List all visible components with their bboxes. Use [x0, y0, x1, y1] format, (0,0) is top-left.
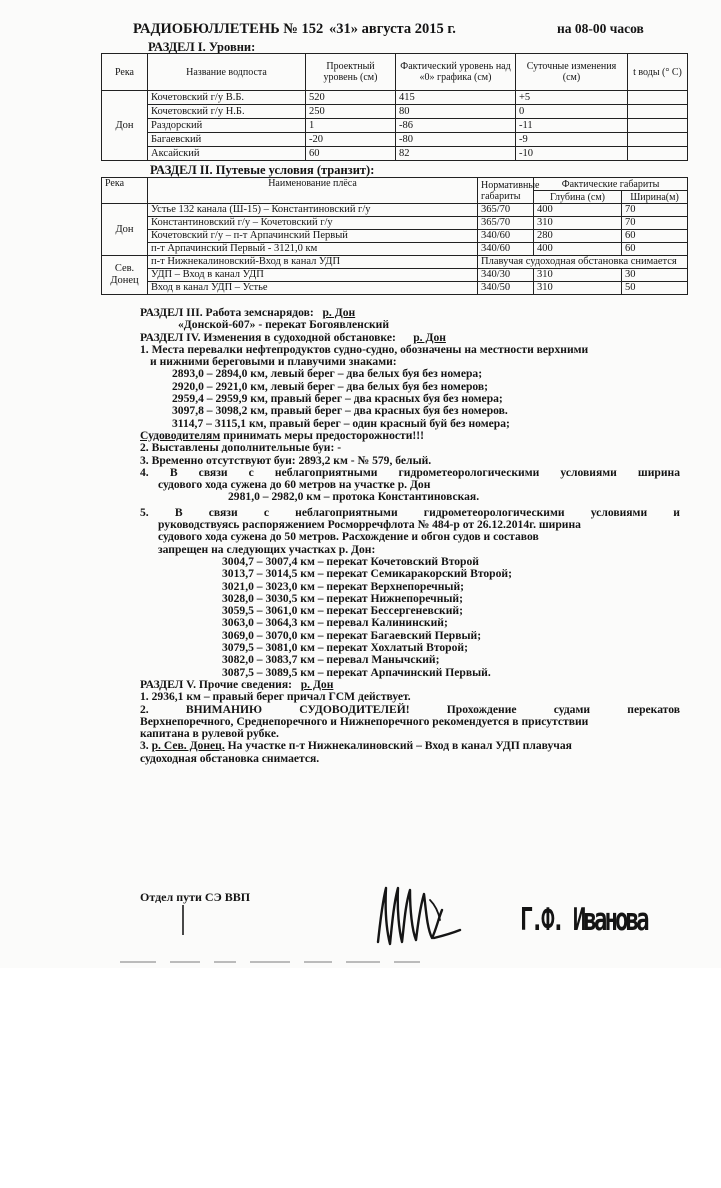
list-item: 3087,5 – 3089,5 км – перекат Арпачинский Первый. [222, 665, 491, 679]
section4-title: РАЗДЕЛ IV. Изменения в судоходной обстановке: [140, 330, 396, 344]
narrowing-50-line-3: судового хода сужена до 50 метров. Расхождение и обгон судов и составов [158, 530, 539, 544]
missing-buoys-line: 3. Временно отсутствуют буи: 2893,2 км - № 579, белый. [140, 453, 432, 467]
list-item: 3114,7 – 3115,1 км, правый берег – один красный буй без номера; [172, 416, 510, 430]
water-temp [628, 91, 688, 105]
norm-dims: 340/50 [478, 282, 534, 295]
post-name: Багаевский [148, 133, 306, 147]
actual-level: 80 [396, 105, 516, 119]
narrowing-50-line-2: руководствуясь распоряжением Росморречфлота № 484-р от 26.12.2014г. ширина [158, 518, 581, 532]
list-item: 3059,5 – 3061,0 км – перекат Бессергеневский; [222, 604, 463, 618]
narrowing-60-reach: 2981,0 – 2982,0 км – протока Константиновская. [228, 490, 480, 504]
transfer-places-intro: 1. Места перевалки нефтепродуктов судно-судно, обозначены на местности верхними [140, 342, 589, 356]
transfer-places-intro-cont: и нижними береговыми и плавучими знаками: [150, 355, 397, 369]
section3-river: р. Дон [322, 306, 356, 319]
reach-name: Константиновский г/у – Кочетовский г/у [148, 217, 478, 230]
donets-text: На участке п-т Нижнекалиновский – Вход в канал УДП плавучая [227, 739, 572, 753]
table-row [102, 119, 688, 133]
depth-value: 310 [534, 282, 622, 295]
width-value: 60 [622, 243, 688, 256]
transit-col-depth: Глубина (см) [534, 191, 622, 204]
post-name: Раздорский [148, 119, 306, 133]
caution-rest: принимать меры предосторожности!!! [223, 428, 424, 442]
list-item: 3079,5 – 3081,0 км – перекат Хохлатый Второй; [222, 641, 468, 655]
width-value: 70 [622, 204, 688, 217]
levels-col-actual: Фактический уровень над «0» графика (см) [396, 54, 516, 91]
table-row [102, 133, 688, 147]
daily-change: -11 [516, 119, 628, 133]
water-temp [628, 147, 688, 161]
depth-value: 400 [534, 243, 622, 256]
list-item: 3004,7 – 3007,4 км – перекат Кочетовский Второй [222, 554, 479, 568]
daily-change: -10 [516, 147, 628, 161]
width-value: 50 [622, 282, 688, 295]
levels-table [101, 53, 688, 161]
transit-river-donets: Сев. Донец [102, 256, 148, 295]
list-item: 3097,8 – 3098,2 км, правый берег – два красных буя без номеров. [172, 404, 508, 418]
post-name: Аксайский [148, 147, 306, 161]
transit-col-reach: Наименование плёса [148, 178, 478, 204]
table-row [102, 269, 688, 282]
levels-col-temp: t воды (° С) [628, 54, 688, 91]
norm-dims: 365/70 [478, 204, 534, 217]
table-row [102, 282, 688, 295]
department-name: Отдел пути СЭ ВВП [140, 890, 251, 904]
transit-col-width: Ширина(м) [622, 191, 688, 204]
water-temp [628, 119, 688, 133]
floating-signs-note: Плавучая судоходная обстановка снимается [478, 256, 688, 269]
bulletin-title: РАДИОБЮЛЛЕТЕНЬ № 152 [133, 21, 324, 37]
reach-name: Вход в канал УДП – Устье [148, 282, 478, 295]
page-bottom-divider [120, 961, 660, 967]
transit-col-river: Река [102, 178, 148, 204]
depth-value: 310 [534, 269, 622, 282]
list-item: 3021,0 – 3023,0 км – перекат Верхнепоречный; [222, 579, 464, 593]
transit-table [101, 177, 688, 295]
attention-line-3: капитана в рулевой рубке. [140, 727, 279, 741]
attention-line-1: 2. ВНИМАНИЮ СУДОВОДИТЕЛЕЙ! Прохождение судами перекатов [140, 702, 680, 716]
width-value: 30 [622, 269, 688, 282]
water-temp [628, 133, 688, 147]
post-name: Кочетовский г/у Н.Б. [148, 105, 306, 119]
list-item: 2893,0 – 2894,0 км, левый берег – два белых буя без номера; [172, 367, 483, 381]
dredger-line: «Донской-607» - перекат Богоявленский [178, 318, 390, 332]
design-level: 60 [306, 147, 396, 161]
design-level: 250 [306, 105, 396, 119]
levels-col-design: Проектный уровень (см) [306, 54, 396, 91]
signer-name: Г.Ф. Иванова [520, 902, 647, 938]
caution-word: Судоводителям [140, 428, 221, 442]
actual-level: -80 [396, 133, 516, 147]
table-row [102, 204, 688, 217]
list-item: 3082,0 – 3083,7 км – перевал Манычский; [222, 653, 440, 667]
section1-title: РАЗДЕЛ I. Уровни: [148, 40, 256, 54]
narrowing-50-line-1: 5. В связи с неблагоприятными гидрометеорологическими условиями и [140, 505, 680, 519]
reach-name: УДП – Вход в канал УДП [148, 269, 478, 282]
actual-level: -86 [396, 119, 516, 133]
attention-line-2: Верхнепоречного, Среднепоречного и Нижнепоречного рекомендуется в присутствии [140, 714, 589, 728]
narrowing-60-line-2: судового хода сужена до 60 метров на участке р. Дон [158, 478, 431, 492]
transit-col-actual: Фактические габариты [534, 178, 688, 191]
norm-dims: 365/70 [478, 217, 534, 230]
fuel-pier-line: 1. 2936,1 км – правый берег причал ГСМ действует. [140, 690, 411, 704]
narrowing-50-line-4: запрещен на следующих участках р. Дон: [158, 542, 376, 556]
list-item: 2959,4 – 2959,9 км, правый берег – два красных буя без номера; [172, 392, 503, 406]
extra-buoys-line: 2. Выставлены дополнительные буи: - [140, 441, 342, 455]
design-level: 520 [306, 91, 396, 105]
daily-change: 0 [516, 105, 628, 119]
donets-line-2: судоходная обстановка снимается. [140, 751, 320, 765]
levels-col-river: Река [102, 54, 148, 91]
bulletin-date: «31» августа 2015 г. [329, 21, 456, 37]
donets-river: р. Сев. Донец. [151, 739, 225, 753]
depth-value: 400 [534, 204, 622, 217]
norm-dims: 340/30 [478, 269, 534, 282]
levels-river-cell: Дон [102, 91, 148, 161]
handwritten-signature-icon [372, 880, 484, 952]
table-row [102, 256, 688, 269]
reach-name: Устье 132 канала (Ш-15) – Константиновский г/у [148, 204, 478, 217]
section5-river: р. Дон [300, 677, 334, 691]
table-row [102, 105, 688, 119]
depth-value: 310 [534, 217, 622, 230]
table-row [102, 243, 688, 256]
width-value: 60 [622, 230, 688, 243]
transit-header-row [102, 178, 688, 191]
transit-col-norm: Нормативные габариты [478, 178, 534, 204]
post-name: Кочетовский г/у В.Б. [148, 91, 306, 105]
levels-col-post: Название водпоста [148, 54, 306, 91]
table-row [102, 147, 688, 161]
table-row [102, 91, 688, 105]
list-item: 3013,7 – 3014,5 км – перекат Семикаракорский Второй; [222, 567, 512, 581]
table-row [102, 217, 688, 230]
list-item: 3028,0 – 3030,5 км – перекат Нижнепоречный; [222, 591, 463, 605]
section5-title: РАЗДЕЛ V. Прочие сведения: [140, 677, 292, 691]
depth-value: 280 [534, 230, 622, 243]
transit-river-don: Дон [102, 204, 148, 256]
list-item: 3063,0 – 3064,3 км – перевал Калининский; [222, 616, 448, 630]
actual-level: 415 [396, 91, 516, 105]
list-item: 3069,0 – 3070,0 км – перекат Багаевский Первый; [222, 628, 482, 642]
list-item: 2920,0 – 2921,0 км, левый берег – два белых буя без номеров; [172, 379, 489, 393]
daily-change: -9 [516, 133, 628, 147]
design-level: 1 [306, 119, 396, 133]
reach-name: Кочетовский г/у – п-т Арпачинский Первый [148, 230, 478, 243]
bulletin-body [140, 307, 680, 765]
design-level: -20 [306, 133, 396, 147]
actual-level: 82 [396, 147, 516, 161]
section3-title: РАЗДЕЛ III. Работа земснарядов: [140, 306, 314, 319]
table-row [102, 230, 688, 243]
section4-river: р. Дон [413, 330, 446, 344]
daily-change: +5 [516, 91, 628, 105]
bulletin-time: на 08-00 часов [557, 21, 644, 36]
reach-name: п-т Арпачинский Первый - 3121,0 км [148, 243, 478, 256]
section2-title: РАЗДЕЛ II. Путевые условия (транзит): [150, 163, 375, 177]
donets-prefix: 3. [140, 739, 149, 753]
norm-dims: 340/60 [478, 230, 534, 243]
narrowing-60-line-1: 4. В связи с неблагоприятными гидрометеорологическими условиями ширина [140, 465, 680, 479]
width-value: 70 [622, 217, 688, 230]
department-mark-icon [150, 903, 190, 939]
donets-line-1 [140, 740, 680, 752]
reach-name: п-т Нижнекалиновский-Вход в канал УДП [148, 256, 478, 269]
levels-header-row [102, 54, 688, 91]
water-temp [628, 105, 688, 119]
levels-col-change: Суточные изменения (см) [516, 54, 628, 91]
bulletin-header [133, 21, 693, 41]
norm-dims: 340/60 [478, 243, 534, 256]
